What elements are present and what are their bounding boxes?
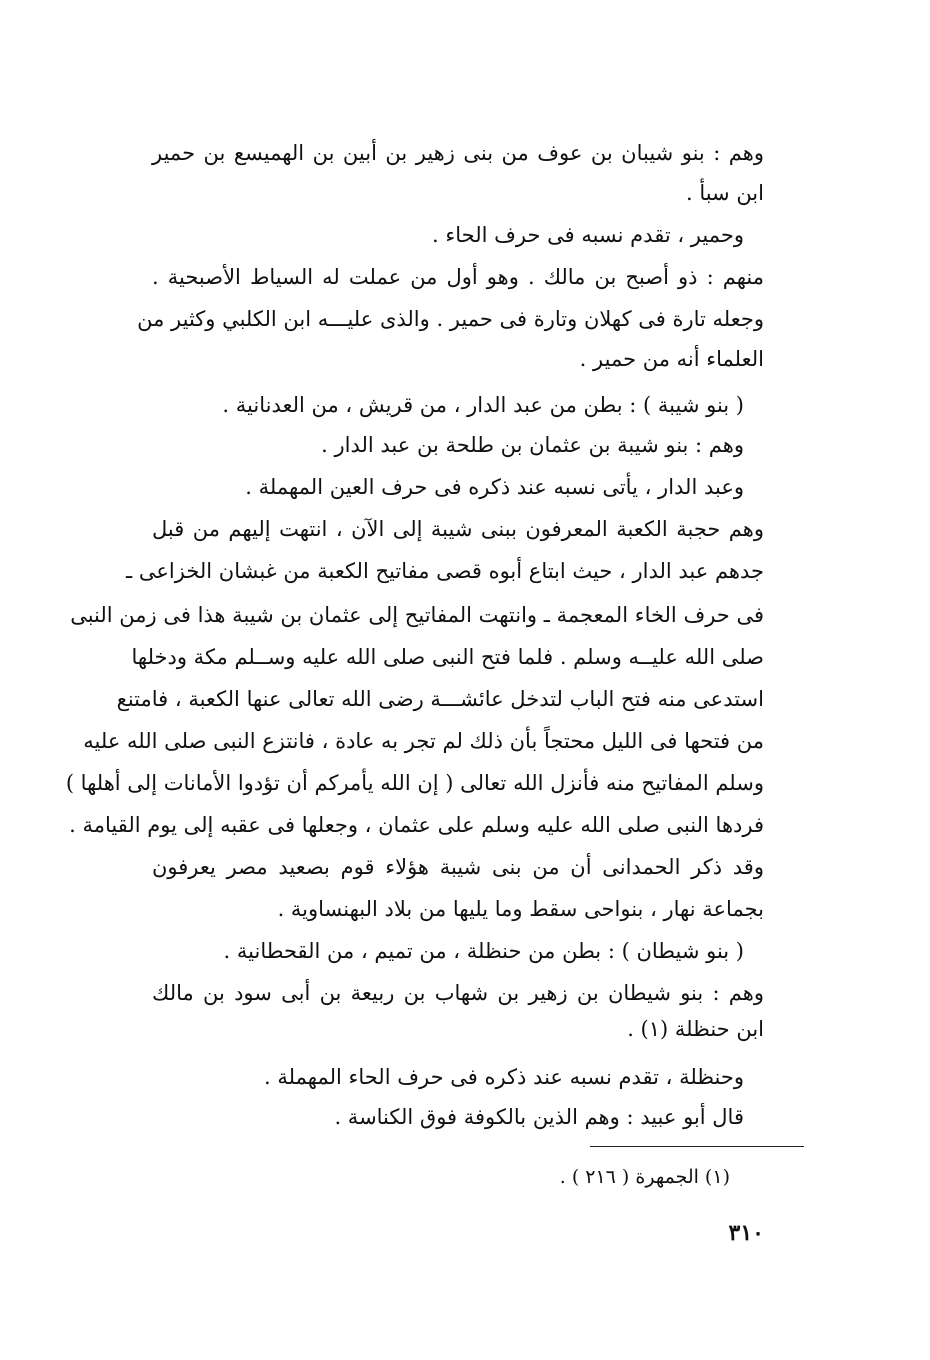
text-line: وهم : بنو شيطان بن زهير بن شهاب بن ربيعة بن أبى سود بن مالك <box>152 981 764 1005</box>
footnote: (١) الجمهرة ( ٢١٦ ) . <box>559 1166 730 1188</box>
text-line: ابن حنظلة (١) . <box>627 1017 764 1041</box>
text-line: وسلم المفاتيح منه فأنزل الله تعالى ( إن الله يأمركم أن تؤدوا الأمانات إلى أهلها ) <box>65 771 764 795</box>
text-line: وحنظلة ، تقدم نسبه عند ذكره فى حرف الحاء المهملة . <box>264 1065 744 1089</box>
text-line: ( بنو شيطان ) : بطن من حنظلة ، من تميم ، من القحطانية . <box>223 939 744 963</box>
text-line: استدعى منه فتح الباب لتدخل عائشـــة رضى الله تعالى عنها الكعبة ، فامتنع <box>116 687 764 711</box>
text-line: وقد ذكر الحمدانى أن من بنى شيبة هؤلاء قوم بصعيد مصر يعرفون <box>152 855 764 879</box>
footnote-divider <box>590 1146 804 1147</box>
text-line: قال أبو عبيد : وهم الذين بالكوفة فوق الكناسة . <box>334 1105 744 1129</box>
text-line: بجماعة نهار ، بنواحى سقط وما يليها من بلاد البهنساوية . <box>277 897 764 921</box>
text-line: صلى الله عليــه وسلم . فلما فتح النبى صلى الله عليه وســلم مكة ودخلها <box>131 645 764 669</box>
text-line: وجعله تارة فى كهلان وتارة فى حمير . والذى عليـــه ابن الكلبي وكثير من <box>137 307 764 331</box>
text-line: ( بنو شيبة ) : بطن من عبد الدار ، من قريش ، من العدنانية . <box>222 393 744 417</box>
page-number: ٣١٠ <box>728 1220 764 1246</box>
text-line: ابن سبأ . <box>685 181 764 205</box>
text-line: وهم حجبة الكعبة المعرفون ببنى شيبة إلى الآن ، انتهت إليهم من قبل <box>152 517 764 541</box>
text-line: وعبد الدار ، يأتى نسبه عند ذكره فى حرف العين المهملة . <box>245 475 744 499</box>
text-line: فردها النبى صلى الله عليه وسلم على عثمان ، وجعلها فى عقبه إلى يوم القيامة . <box>69 813 764 837</box>
text-line: من فتحها فى الليل محتجاً بأن ذلك لم تجر به عادة ، فانتزع النبى صلى الله عليه <box>83 729 764 753</box>
text-line: جدهم عبد الدار ، حيث ابتاع أبوه قصى مفاتيح الكعبة من غبشان الخزاعى ـ <box>126 559 764 583</box>
text-line: منهم : ذو أصبح بن مالك . وهو أول من عملت له السياط الأصبحية . <box>152 265 764 289</box>
text-line: وهم : بنو شيبان بن عوف من بنى زهير بن أبين بن الهميسع بن حمير <box>152 141 764 165</box>
text-line: فى حرف الخاء المعجمة ـ وانتهت المفاتيح إلى عثمان بن شيبة هذا فى زمن النبى <box>70 603 764 627</box>
text-line: العلماء أنه من حمير . <box>579 347 764 371</box>
text-line: وهم : بنو شيبة بن عثمان بن طلحة بن عبد الدار . <box>321 433 744 457</box>
text-line: وحمير ، تقدم نسبه فى حرف الحاء . <box>432 223 744 247</box>
